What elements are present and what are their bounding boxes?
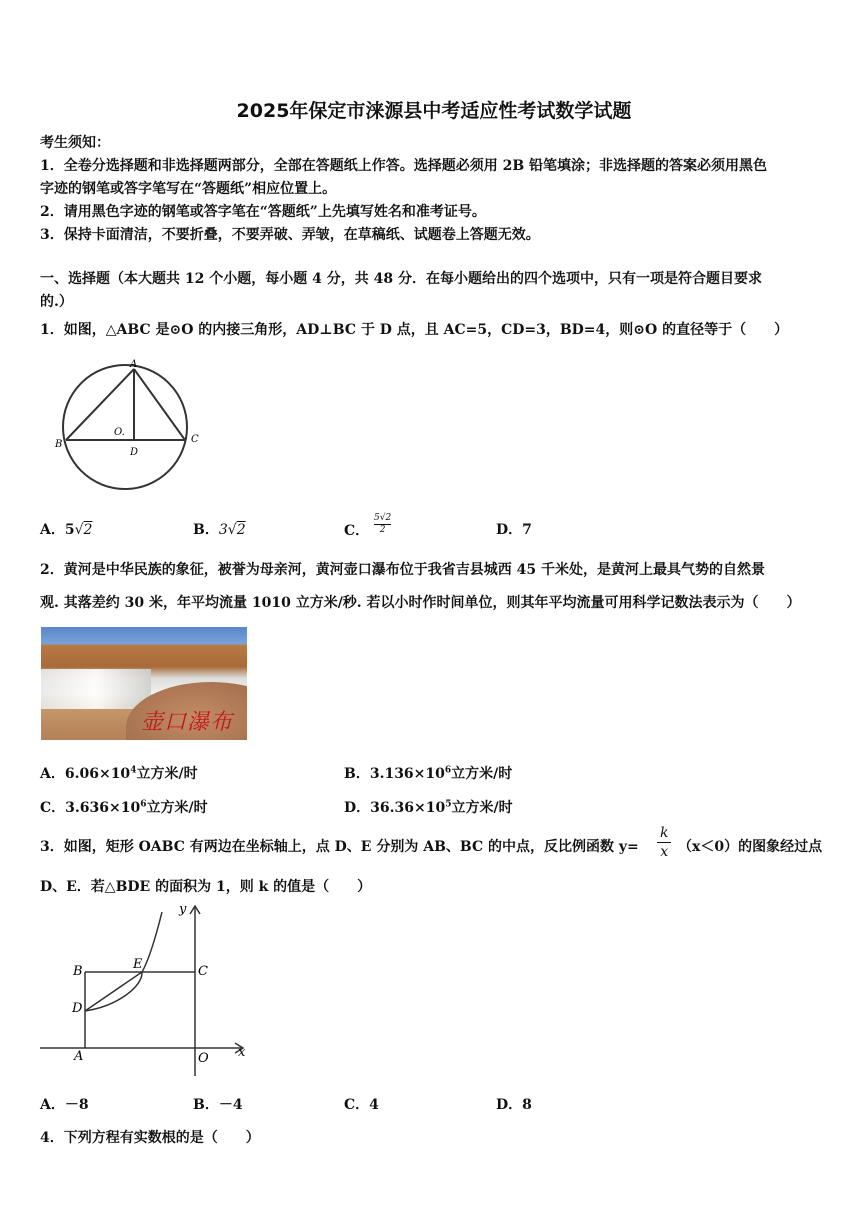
label-a: A: [74, 1049, 84, 1064]
q3-stem-line-1-post: （x＜0）的图象经过点: [678, 839, 823, 855]
q1-option-a[interactable]: A．5√2: [40, 522, 93, 538]
q2-stem-line-2: 观. 其落差约 30 米，年平均流量 1010 立方米/秒. 若以小时作时间单位，则其年平均流量可用科学记数法表示为（ ）: [40, 595, 801, 611]
segment-ac: [134, 369, 185, 440]
q3-stem-line-1-pre: 3．如图，矩形 OABC 有两边在坐标轴上，点 D、E 分别为 AB、BC 的中点，反比例函数 y=: [40, 839, 639, 855]
photo-calligraphy: 壶口瀑布: [141, 710, 234, 735]
label-o: O: [198, 1051, 209, 1066]
label-b: B: [55, 439, 63, 450]
section-heading-2: 的.）: [40, 294, 73, 310]
q3-fraction: k x: [657, 824, 671, 861]
q1-option-d[interactable]: D．7: [496, 522, 532, 538]
label-y: y: [179, 902, 187, 917]
hyperbola-curve: [85, 912, 162, 1011]
q2-option-a[interactable]: A．$6.06\times 10^4$立方米/时: [40, 765, 198, 782]
q2-stem-line-1: 2．黄河是中华民族的象征，被誉为母亲河，黄河壶口瀑布位于我省吉县城西 45 千米处，是黄河上最具气势的自然景: [40, 562, 765, 578]
q3-option-a[interactable]: A．－8: [40, 1097, 89, 1113]
q3-option-c[interactable]: C．4: [344, 1097, 379, 1113]
notice-line-3: 3．保持卡面清洁，不要折叠，不要弄破、弄皱，在草稿纸、试题卷上答题无效。: [40, 227, 540, 243]
label-x: x: [238, 1045, 246, 1060]
segment-de: [85, 972, 142, 1011]
notice-line-1b: 字迹的钢笔或答字笔写在“答题纸”相应位置上。: [40, 181, 337, 197]
q3-stem-line-2: D、E．若△BDE 的面积为 1，则 k 的值是（ ）: [40, 879, 372, 895]
label-a: A: [130, 359, 138, 370]
label-o: O.: [114, 427, 125, 438]
q2-option-c[interactable]: C．$3.636\times 10^6$立方米/时: [40, 799, 208, 816]
label-d: D: [130, 447, 139, 458]
q1-option-b[interactable]: B．3√2: [193, 522, 246, 538]
q1-circle-figure: [50, 355, 200, 490]
q2-option-d[interactable]: D．$36.36\times 10^5$立方米/时: [344, 799, 513, 816]
q3-option-d[interactable]: D．8: [496, 1097, 532, 1113]
q1-stem: 1．如图，△ABC 是⊙O 的内接三角形，AD⊥BC 于 D 点，且 AC=5，CD=3，BD=4，则⊙O 的直径等于（ ）: [40, 322, 789, 338]
notice-line-1a: 1．全卷分选择题和非选择题两部分，全部在答题纸上作答。选择题必须用 2B 铅笔填涂；非选择题的答案必须用黑色: [40, 158, 768, 174]
label-c: C: [198, 964, 208, 979]
notice-line-2: 2．请用黑色字迹的钢笔或答字笔在“答题纸”上先填写姓名和准考证号。: [40, 204, 486, 220]
hukou-waterfall-photo: [41, 627, 247, 740]
q4-stem: 4．下列方程有实数根的是（ ）: [40, 1130, 260, 1146]
q2-option-b[interactable]: B．$3.136\times 10^6$立方米/时: [344, 765, 513, 782]
label-e: E: [133, 957, 143, 972]
page-title: 2025年保定市涞源县中考适应性考试数学试题: [236, 100, 632, 122]
label-c: C: [191, 434, 199, 445]
q3-option-b[interactable]: B．－4: [193, 1097, 243, 1113]
label-d: D: [72, 1001, 83, 1016]
section-heading-1: 一、选择题（本大题共 12 个小题，每小题 4 分，共 48 分．在每小题给出的四个选项中，只有一项是符合题目要求: [40, 271, 762, 287]
q3-coordinate-figure: [38, 898, 253, 1080]
notice-heading: 考生须知：: [40, 135, 110, 151]
q1-option-c[interactable]: C． $\frac{5√2}{2}$: [344, 513, 392, 539]
label-b: B: [73, 964, 83, 979]
circle-o: [63, 365, 187, 489]
